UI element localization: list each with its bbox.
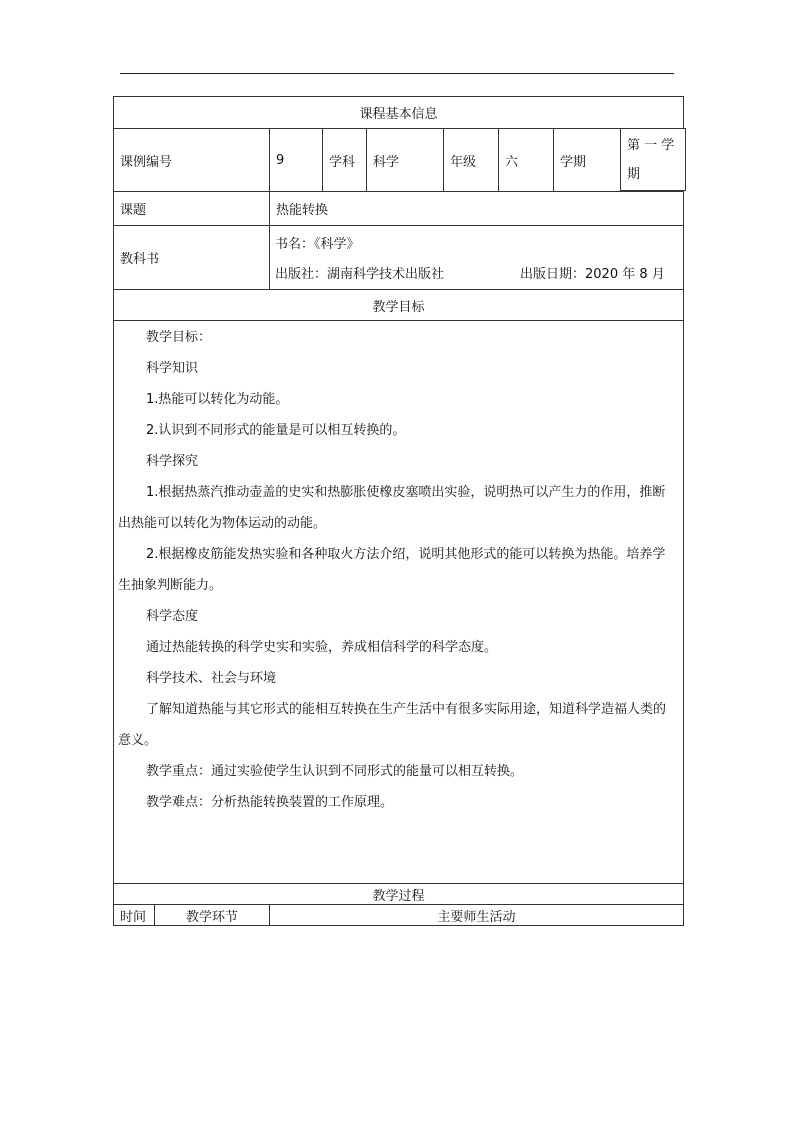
objectives-title: 教学目标: [372, 299, 425, 315]
grade-value-cell: [498, 128, 554, 192]
process-title: 教学过程: [372, 888, 425, 904]
case-no-label-cell: [113, 128, 270, 192]
grade-value: 六: [505, 154, 519, 170]
objectives-header: [113, 289, 684, 321]
col-activity: 主要师生活动: [437, 909, 516, 925]
case-no-value: 9: [276, 152, 285, 168]
key-point: 教学重点：通过实验使学生认识到不同形式的能量可以相互转换。: [146, 764, 524, 779]
col-time: 时间: [120, 909, 147, 925]
term-label-cell: [553, 128, 621, 192]
science-attitude-heading: 科学态度: [146, 609, 199, 624]
col-activity-cell: [269, 904, 684, 926]
knowledge-item-1: 1.热能可以转化为动能。: [146, 392, 289, 407]
textbook-label: 教科书: [120, 252, 160, 267]
sts-text: 了解知道热能与其它形式的能相互转换在生产生活中有很多实际用途，知道科学造福人类的意义。: [118, 702, 667, 748]
term-value-line2: 期: [627, 166, 641, 182]
term-value-cell: [620, 128, 686, 191]
case-no-value-cell: [269, 128, 323, 192]
publisher: 出版社：湖南科学技术出版社: [275, 267, 445, 282]
subject-label-cell: [322, 128, 367, 192]
header-rule: [120, 73, 674, 74]
topic-value-cell: [269, 191, 684, 226]
science-inquiry-heading: 科学探究: [146, 454, 199, 469]
course-info-title: 课程基本信息: [359, 107, 438, 122]
grade-label-cell: [443, 128, 499, 192]
grade-label: 年级: [450, 154, 477, 170]
inquiry-item-1: 1.根据热蒸汽推动壶盖的史实和热膨胀使橡皮塞喷出实验，说明热可以产生力的作用，推断出热能可以转化为物体运动的动能。: [118, 485, 666, 531]
subject-value-cell: [366, 128, 444, 192]
col-stage: 教学环节: [185, 909, 238, 925]
textbook-label-cell: [113, 225, 270, 290]
attitude-text: 通过热能转换的科学史实和实验，养成相信科学的科学态度。: [146, 640, 498, 655]
process-header: [113, 883, 684, 905]
col-time-cell: [113, 904, 155, 926]
term-label: 学期: [560, 154, 587, 170]
topic-value: 热能转换: [276, 203, 329, 218]
sts-heading: 科学技术、社会与环境: [146, 671, 277, 686]
case-no-label: 课例编号: [120, 154, 173, 170]
inquiry-item-2: 2.根据橡皮筋能发热实验和各种取火方法介绍，说明其他形式的能可以转换为热能。培养学生抽象判断能力。: [118, 547, 666, 593]
topic-label: 课题: [120, 203, 147, 218]
topic-label-cell: [113, 191, 270, 226]
col-stage-cell: [154, 904, 270, 926]
term-value-line1: 第 一 学: [627, 137, 675, 153]
subject-label: 学科: [329, 154, 356, 170]
publish-date: 出版日期：2020 年 8 月: [520, 267, 665, 282]
science-knowledge-heading: 科学知识: [146, 361, 199, 376]
objectives-label: 教学目标：: [146, 330, 212, 345]
book-name: 书名：《科学》: [275, 237, 360, 252]
course-info-header: [113, 96, 684, 129]
subject-value: 科学: [373, 154, 400, 170]
knowledge-item-2: 2.认识到不同形式的能量是可以相互转换的。: [146, 423, 406, 438]
difficulty: 教学难点：分析热能转换装置的工作原理。: [146, 795, 394, 810]
